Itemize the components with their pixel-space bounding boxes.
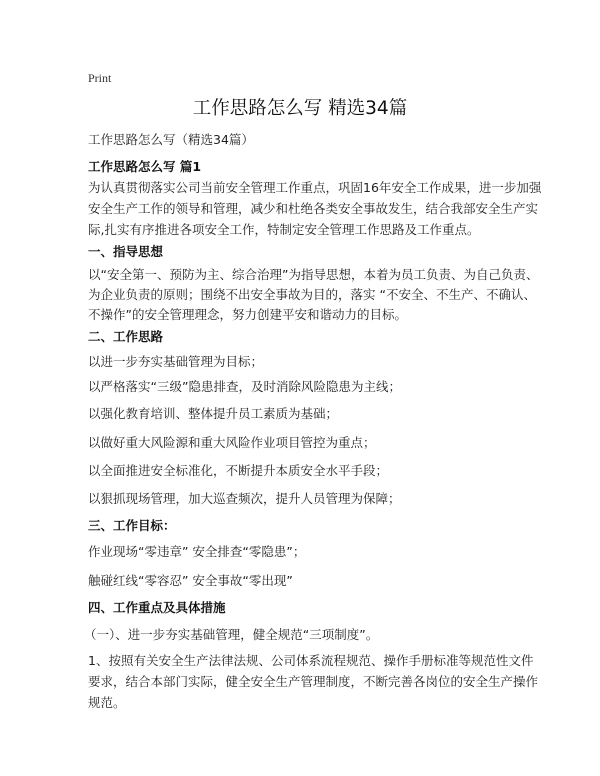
goal-item: 触碰红线“零容忍” 安全事故“零出现” [88, 573, 293, 588]
goal-item: 作业现场“零违章” 安全排查“零隐患”； [88, 544, 306, 559]
print-link[interactable]: Print [88, 71, 112, 85]
sub-heading: （一）、进一步夯实基础管理，健全规范“三项制度”。 [84, 627, 379, 642]
heading-guiding: 一、指导思想 [88, 244, 164, 259]
idea-item: 以做好重大风险源和重大风险作业项目管控为重点； [88, 435, 376, 450]
page-title: 工作思路怎么写 精选34篇 [192, 98, 408, 119]
measure-line: 规范。 [88, 695, 126, 710]
idea-item: 以全面推进安全标准化，不断提升本质安全水平手段； [88, 463, 389, 478]
intro-line: 际,扎实有序推进各项安全工作，特制定安全管理工作思路及工作重点。 [88, 222, 480, 237]
idea-item: 以狠抓现场管理，加大巡查频次，提升人员管理为保障； [88, 491, 401, 506]
heading-measures: 四、工作重点及具体措施 [88, 600, 226, 615]
idea-item: 以严格落实“三级”隐患排查，及时消除风险隐患为主线； [88, 379, 401, 394]
guiding-line: 为企业负责的原则；围绕不出安全事故为目的，落实 “不安全、不生产、不确认、 [88, 287, 536, 302]
intro-line: 安全生产工作的领导和管理，减少和杜绝各类安全事故发生，结合我部安全生产实 [88, 201, 539, 216]
intro-line: 为认真贯彻落实公司当前安全管理工作重点，巩固16年安全工作成果，进一步加强 [88, 180, 542, 195]
guiding-line: 不操作”的安全管理理念，努力创建平安和谐动力的目标。 [88, 307, 407, 322]
idea-item: 以强化教育培训、整体提升员工素质为基础； [88, 406, 339, 421]
subtitle: 工作思路怎么写（精选34篇） [88, 132, 254, 147]
measure-line: 要求，结合本部门实际，健全安全生产管理制度，不断完善各岗位的安全生产操作 [88, 674, 539, 689]
guiding-line: 以“安全第一、预防为主、综合治理”为指导思想，本着为员工负责、为自己负责、 [88, 267, 539, 282]
idea-item: 以进一步夯实基础管理为目标； [88, 354, 264, 369]
section-title: 工作思路怎么写 篇1 [88, 159, 202, 174]
heading-ideas: 二、工作思路 [88, 329, 164, 344]
measure-line: 1、按照有关安全生产法律法规、公司体系流程规范、操作手册标准等规范性文件 [88, 653, 534, 668]
heading-goals: 三、工作目标： [88, 518, 176, 533]
